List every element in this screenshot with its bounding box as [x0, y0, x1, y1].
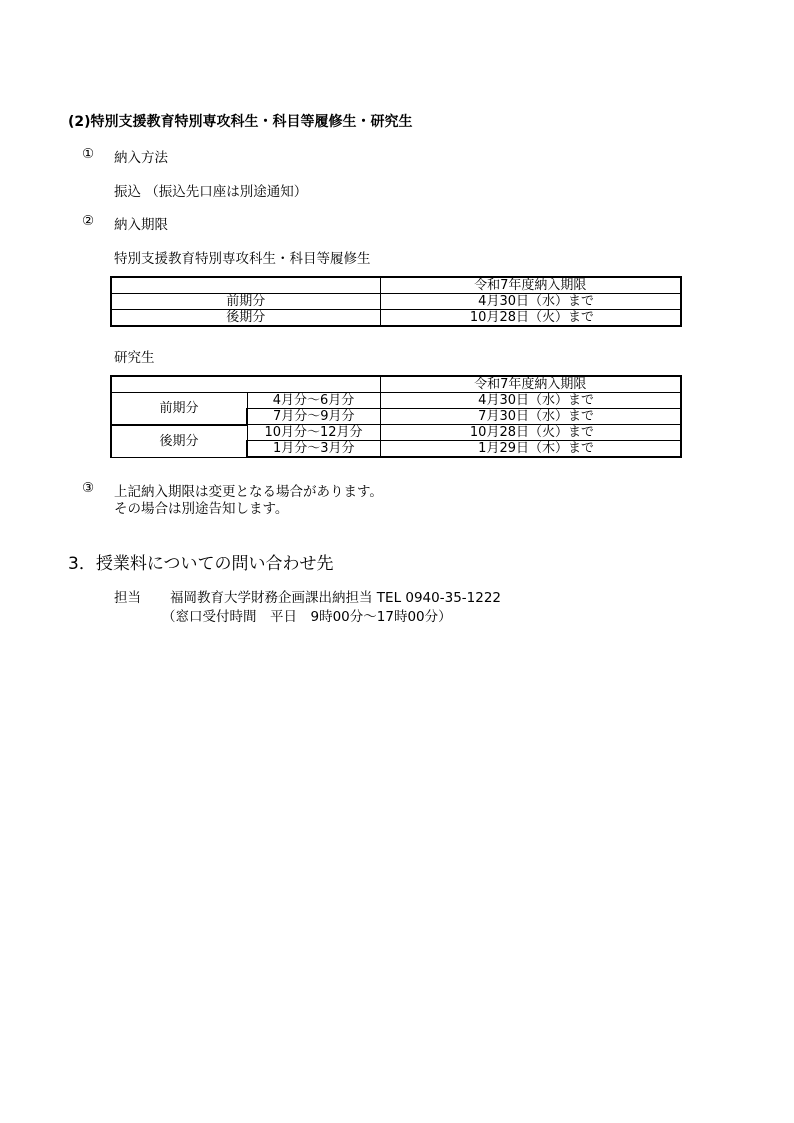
term-cell: 前期分: [111, 393, 247, 425]
item1-number: ①: [82, 146, 95, 162]
notice-line-1: 上記納入期限は変更となる場合があります。: [114, 484, 383, 500]
contact-text: 福岡教育大学財務企画課出納担当 TEL 0940-35-1222: [170, 590, 502, 606]
table-row: [111, 310, 681, 327]
table1-caption: 特別支援教育特別専攻科生・科目等履修生: [114, 251, 371, 267]
header-blank-cell: [111, 376, 380, 393]
header-blank-cell: [111, 277, 380, 294]
period-cell: 7月分～9月分: [247, 409, 380, 425]
term-cell: 前期分: [111, 294, 380, 310]
table-row: [111, 393, 681, 409]
deadline-cell: 10月28日（火）まで: [380, 425, 681, 441]
period-cell: 1月分～3月分: [247, 441, 380, 458]
payment-method-text: 振込 （振込先口座は別途通知）: [114, 184, 308, 200]
item1-label: 納入方法: [114, 150, 168, 166]
table-header-row: [111, 376, 681, 393]
deadline-cell: 1月29日（木）まで: [380, 441, 681, 458]
contact-label: 担当: [114, 590, 141, 606]
header-deadline: 令和7年度納入期限: [380, 376, 681, 393]
table-row: [111, 425, 681, 441]
table-row: [111, 294, 681, 310]
table2-caption: 研究生: [114, 350, 155, 366]
deadline-table-students: [110, 276, 682, 327]
deadline-table-researchers: [110, 375, 682, 458]
deadline-cell: 10月28日（火）まで: [380, 310, 681, 327]
item3-number: ③: [82, 480, 95, 496]
deadline-cell: 4月30日（水）まで: [380, 294, 681, 310]
item2-label: 納入期限: [114, 217, 168, 233]
item2-number: ②: [82, 213, 95, 229]
term-cell: 後期分: [111, 425, 247, 458]
period-cell: 4月分～6月分: [247, 393, 380, 409]
section-heading: (2)特別支援教育特別専攻科生・科目等履修生・研究生: [68, 114, 413, 130]
period-cell: 10月分～12月分: [247, 425, 380, 441]
deadline-cell: 7月30日（水）まで: [380, 409, 681, 425]
office-hours: （窓口受付時間 平日 9時00分～17時00分）: [162, 609, 452, 625]
deadline-cell: 4月30日（水）まで: [380, 393, 681, 409]
header-deadline: 令和7年度納入期限: [380, 277, 681, 294]
table-header-row: [111, 277, 681, 294]
term-cell: 後期分: [111, 310, 380, 327]
notice-line-2: その場合は別途告知します。: [114, 501, 289, 517]
contact-heading: 3．授業料についての問い合わせ先: [68, 554, 334, 574]
